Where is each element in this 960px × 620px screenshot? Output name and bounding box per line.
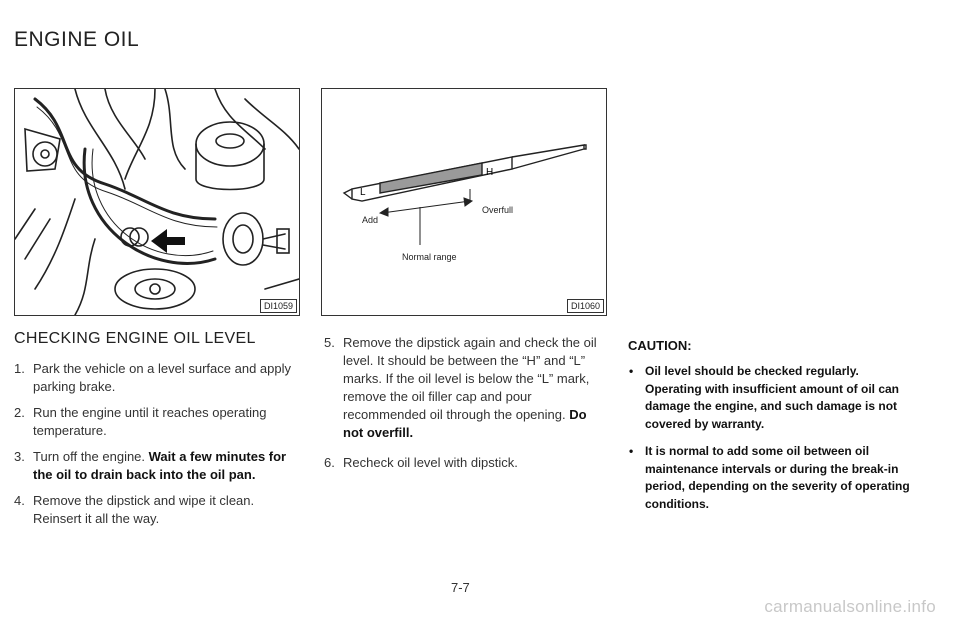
engine-figure xyxy=(14,88,300,316)
caution-item xyxy=(628,443,918,513)
section-heading: CHECKING ENGINE OIL LEVEL xyxy=(14,330,256,347)
steps-list xyxy=(14,360,298,536)
bullet-icon: • xyxy=(629,364,634,378)
normal-range-label: Normal range xyxy=(402,252,457,262)
engine-compartment-illustration xyxy=(15,89,299,315)
steps-list-continued xyxy=(324,334,606,480)
caution-item xyxy=(628,363,918,433)
step-item xyxy=(324,334,606,442)
caution-list xyxy=(628,363,918,513)
caution-text: Oil level should be checked regularly. Operating with insufficient amount of oil can damage the engine, and such damage is not covered by warranty. xyxy=(645,364,900,431)
dipstick-illustration xyxy=(322,89,606,315)
step-text: Recheck oil level with dipstick. xyxy=(343,455,518,470)
step-number: 2. xyxy=(14,405,25,420)
step-emphasis: Wait a few minutes for the oil to drain back into the oil pan. xyxy=(33,449,287,482)
page-number: 7-7 xyxy=(451,580,470,595)
step-item xyxy=(14,448,298,484)
page-title: ENGINE OIL xyxy=(14,28,140,51)
step-text: Remove the dipstick again and check the oil level. It should be between the “H” and “L” marks. If the oil level is below the “L” mark, remove the oil filler cap and pour recommended oil through the opening. xyxy=(343,335,597,422)
step-item xyxy=(324,454,606,472)
step-number: 1. xyxy=(14,361,25,376)
step-item xyxy=(14,360,298,396)
bullet-icon: • xyxy=(629,444,634,458)
step-text: Remove the dipstick and wipe it clean. Reinsert it all the way. xyxy=(33,493,255,526)
step-number: 4. xyxy=(14,493,25,508)
watermark: carmanualsonline.info xyxy=(764,597,936,616)
high-mark: H xyxy=(486,167,494,178)
step-text: Run the engine until it reaches operating temperature. xyxy=(33,405,267,438)
step-text: Park the vehicle on a level surface and apply parking brake. xyxy=(33,361,291,394)
low-mark: L xyxy=(360,187,366,198)
figure-code: DI1059 xyxy=(260,299,297,313)
caution-box xyxy=(628,338,918,523)
step-emphasis: Do not overfill. xyxy=(343,407,587,440)
step-item xyxy=(14,492,298,528)
overfull-label: Overfull xyxy=(482,205,514,215)
step-number: 5. xyxy=(324,335,335,350)
step-item xyxy=(14,404,298,440)
caution-text: It is normal to add some oil between oil maintenance intervals or during the break-in period, depending on the severity of operating conditions. xyxy=(645,444,910,511)
figure-code: DI1060 xyxy=(567,299,604,313)
step-number: 6. xyxy=(324,455,335,470)
step-number: 3. xyxy=(14,449,25,464)
dipstick-figure xyxy=(321,88,607,316)
add-label: Add xyxy=(362,215,379,225)
step-text: Turn off the engine. xyxy=(33,449,149,464)
caution-title: CAUTION: xyxy=(628,338,692,353)
